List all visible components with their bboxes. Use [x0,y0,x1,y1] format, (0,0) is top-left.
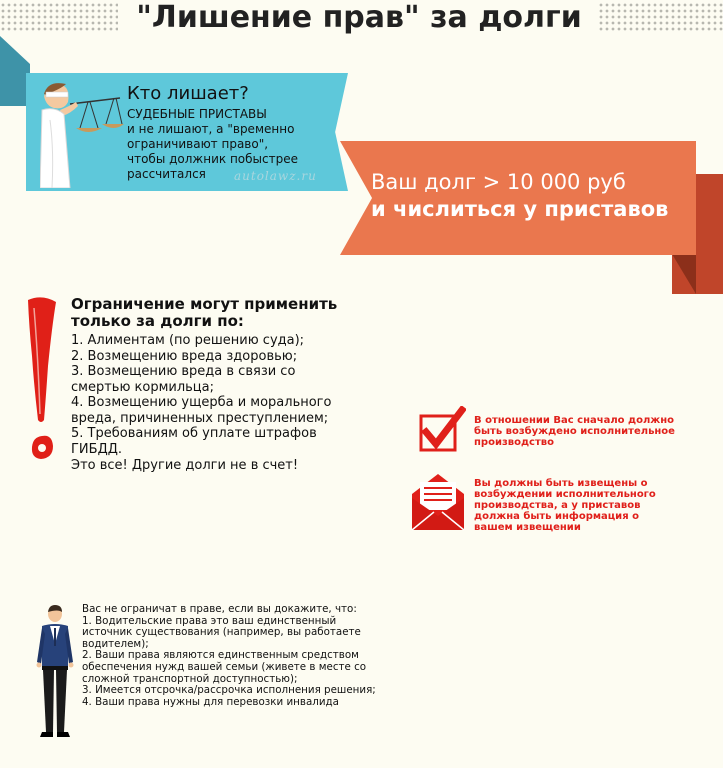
exceptions-list [82,616,402,709]
restriction-item: вреда, причиненных преступлением; [71,410,329,426]
who-line: и не лишают, а "временно [127,122,295,136]
exclamation-icon [24,296,60,468]
exception-line: 4. Ваши права нужны для перевозки инвалида [82,695,339,708]
who-line: рассчитался [127,167,206,181]
exception-line: сложной транспортной доступностью); [82,672,298,685]
note-proceeding [474,415,694,448]
exception-line: 1. Водительские права это ваш единственный [82,614,337,627]
header-dots-right [598,2,723,32]
restriction-item: смертью кормильца; [71,379,214,395]
who-line: ограничивают право", [127,137,269,151]
note-line: должна быть информация о [474,511,639,522]
note-line: производства, а у приставов [474,500,641,511]
exception-line: источник существования (например, вы работаете [82,626,361,639]
exception-line: 3. Имеется отсрочка/рассрочка исполнения решения; [82,684,376,697]
restrictions-title-line: Ограничение могут применить [71,295,338,313]
officer-icon [34,604,76,740]
restrictions-title-line: только за долги по: [71,312,244,330]
exception-line: водителем); [82,637,149,650]
restrictions-title [71,296,337,330]
checkbox-check-icon [418,406,466,454]
page-title: "Лишение прав" за долги [136,0,582,35]
restriction-item: 4. Возмещению ущерба и морального [71,395,332,410]
note-line: Вы должны быть извещены о [474,478,648,489]
note-line: возбуждении исполнительного [474,489,656,500]
exception-line: 2. Ваши права являются единственным средством [82,649,359,662]
restriction-item: ГИБДД. [71,441,123,457]
note-line: производство [474,437,554,448]
who-line: чтобы должник побыстрее [127,152,298,166]
exceptions-intro: Вас не ограничат в праве, если вы докажите, что: [82,603,357,615]
restriction-item: 1. Алиментам (по решению суда); [71,333,305,348]
exception-line: обеспечения нужд вашей семьи (живете в месте со [82,660,367,673]
note-line: быть возбуждено исполнительное [474,426,675,437]
who-title: Кто лишает? [127,83,249,104]
exceptions-block [82,604,402,708]
debt-amount: Ваш долг > 10 000 руб [371,170,626,194]
restriction-item: 2. Возмещению вреда здоровью; [71,348,298,364]
note-line: В отношении Вас сначало должно [474,415,675,426]
justice-lady-icon [40,80,124,188]
blue-banner-shadow [0,36,30,106]
restriction-item: 3. Возмещению вреда в связи со [71,364,296,379]
envelope-icon [410,472,466,532]
watermark: autolawz.ru [234,169,317,183]
restrictions-footer: Это все! Другие долги не в счет! [71,458,299,473]
restriction-item: 5. Требованиям об уплате штрафов [71,426,317,441]
note-line: вашем извещении [474,522,581,533]
restrictions-list [71,333,351,457]
debt-condition: и числиться у приставов [371,197,669,221]
note-notification [474,478,694,533]
who-line: СУДЕБНЫЕ ПРИСТАВЫ [127,107,267,121]
header-dots-left [0,2,118,32]
